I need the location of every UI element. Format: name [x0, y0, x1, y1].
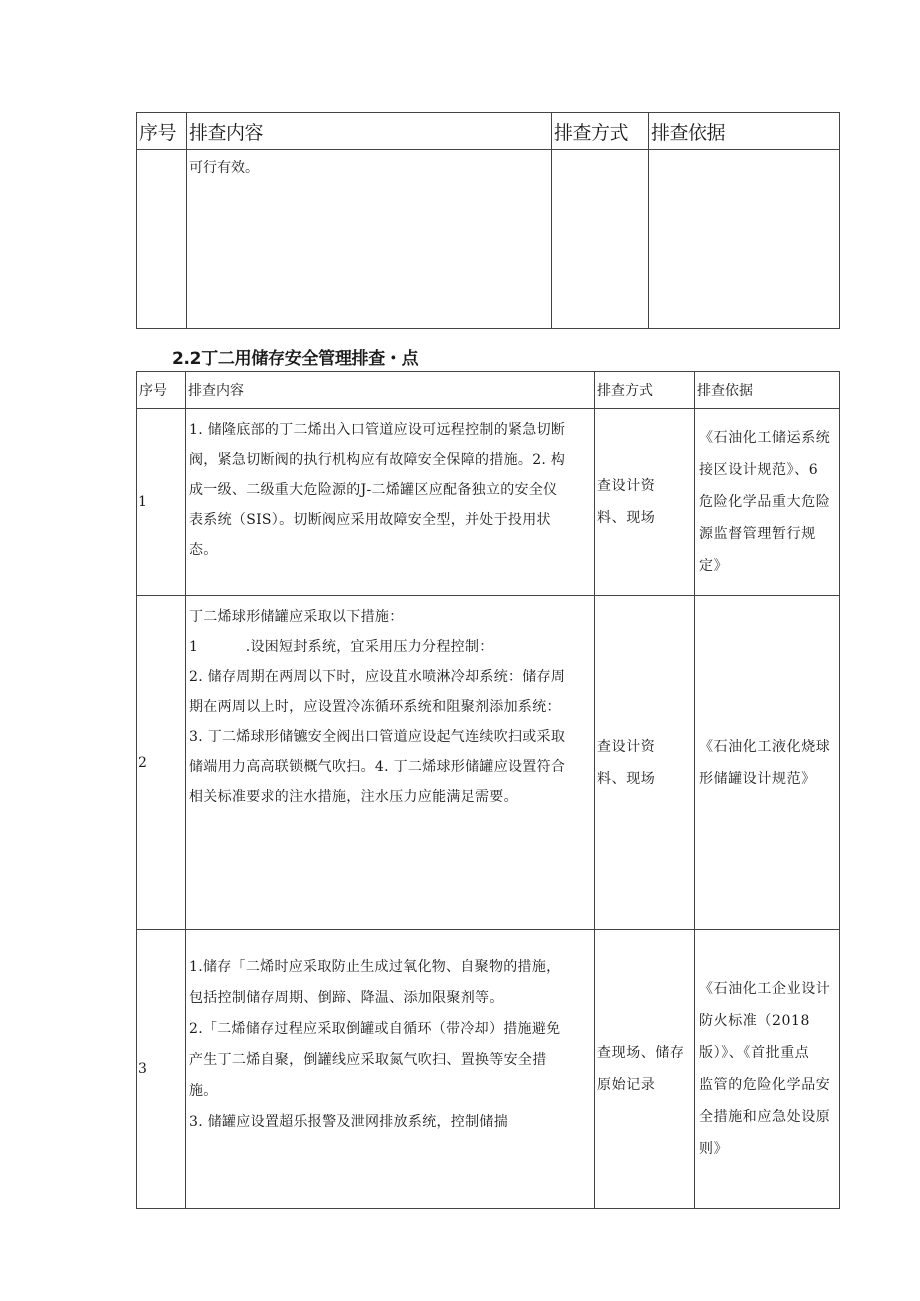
content-line: 表系统（SIS）。切断阀应采用故障安全型，并处于投用状 — [189, 512, 551, 528]
row-number: 3 — [137, 930, 186, 1209]
basis-line: 则》 — [699, 1141, 729, 1157]
header-seq: 序号 — [137, 113, 187, 150]
row-basis — [695, 596, 840, 930]
table-row — [137, 596, 840, 930]
basis-line: 全措施和应急处设原 — [699, 1109, 831, 1125]
content-line: 1.储存「二烯时应采取防止生成过氧化物、自聚物的措施， — [189, 959, 561, 975]
header-content: 排查内容 — [187, 113, 552, 150]
basis-line: 定》 — [699, 558, 729, 574]
cell-seq — [137, 150, 187, 329]
basis-line: 危险化学品重大危险 — [699, 494, 831, 510]
content-line: 期在两周以上时，应设置冷冻循环系统和阻聚剂添加系统： — [189, 699, 561, 715]
content-line: 阀，紧急切断阀的执行机构应有故障安全保障的措施。2. 构 — [189, 452, 566, 468]
content-line: 1 .设困短封系统，宜采用压力分程控制： — [189, 639, 494, 655]
method-line: 料、现场 — [597, 510, 656, 526]
method-line: 原始记录 — [597, 1077, 656, 1093]
row-method — [595, 930, 695, 1209]
content-line: 丁二烯球形储罐应采取以下措施： — [189, 609, 404, 625]
content-line: 态。 — [189, 542, 218, 558]
cell-basis — [649, 150, 840, 329]
basis-line: 《石油化工储运系统 — [699, 430, 831, 446]
header-method: 排查方式 — [552, 113, 649, 150]
header-method: 排查方式 — [595, 372, 695, 409]
row-method — [595, 409, 695, 596]
basis-line: 源监督管理暂行规 — [699, 526, 816, 542]
content-line: 成一级、二级重大危险源的J-二烯罐区应配备独立的安全仪 — [189, 482, 558, 498]
table-row — [137, 150, 840, 329]
basis-line: 接区设计规范》、6 — [699, 462, 819, 478]
content-line: 包括控制储存周期、倒蹄、降温、添加限聚剂等。 — [189, 990, 504, 1006]
content-line: 3. 丁二烯球形储镳安全阀出口管道应设起气连续吹扫或采取 — [189, 729, 566, 745]
header-basis: 排查依据 — [649, 113, 840, 150]
content-line: 储端用力高高联锁概气吹扫。4. 丁二烯球形储罐应设置符合 — [189, 759, 566, 775]
table-header-row — [137, 372, 840, 409]
method-line: 料、现场 — [597, 770, 656, 787]
cell-content: 可行有效。 — [187, 150, 552, 329]
butadiene-storage-inspection-table — [136, 371, 840, 1209]
inspection-table-continued — [136, 112, 840, 329]
basis-line: 防火标准（2018 — [699, 1013, 811, 1029]
basis-line: 形储罐设计规范》 — [699, 770, 816, 787]
row-content — [186, 930, 595, 1209]
content-line: 2.「二烯储存过程应采取倒罐或自循环（带冷却）措施避免 — [189, 1021, 561, 1037]
basis-line: 《石油化工液化烧球 — [699, 738, 831, 755]
header-basis: 排查依据 — [695, 372, 840, 409]
section-title: 2.2丁二用储存安全管理排查・点 — [172, 349, 419, 369]
content-line: 1. 储隆底部的丁二烯出入口管道应设可远程控制的紧急切断 — [189, 422, 566, 438]
cell-method — [552, 150, 649, 329]
row-method — [595, 596, 695, 930]
table-row — [137, 409, 840, 596]
method-line: 查设计资 — [597, 478, 656, 494]
row-number: 2 — [137, 596, 186, 930]
content-line: 3. 储罐应设置超乐报警及泄网排放系统，控制储揣 — [189, 1114, 509, 1130]
content-line: 相关标准要求的注水措施，注水压力应能满足需要。 — [189, 789, 518, 805]
content-line: 产生丁二烯自聚，倒罐线应采取氮气吹扫、置换等安全措 — [189, 1052, 547, 1068]
content-line: 施。 — [189, 1083, 218, 1099]
basis-line: 监管的危险化学品安 — [699, 1077, 831, 1093]
basis-line: 《石油化工企业设计 — [699, 981, 831, 997]
row-basis — [695, 930, 840, 1209]
content-line: 2. 储存周期在两周以下时，应设苴水喷淋冷却系统：储存周 — [189, 669, 566, 685]
method-line: 查现场、储存 — [597, 1045, 685, 1061]
header-content: 排查内容 — [186, 372, 595, 409]
row-number: 1 — [137, 409, 186, 596]
row-content — [186, 409, 595, 596]
row-basis — [695, 409, 840, 596]
row-content — [186, 596, 595, 930]
header-seq: 序号 — [137, 372, 186, 409]
method-line: 查设计资 — [597, 738, 656, 755]
table-row — [137, 930, 840, 1209]
table-header-row — [137, 113, 840, 150]
basis-line: 版）》、《首批重点 — [699, 1045, 810, 1061]
